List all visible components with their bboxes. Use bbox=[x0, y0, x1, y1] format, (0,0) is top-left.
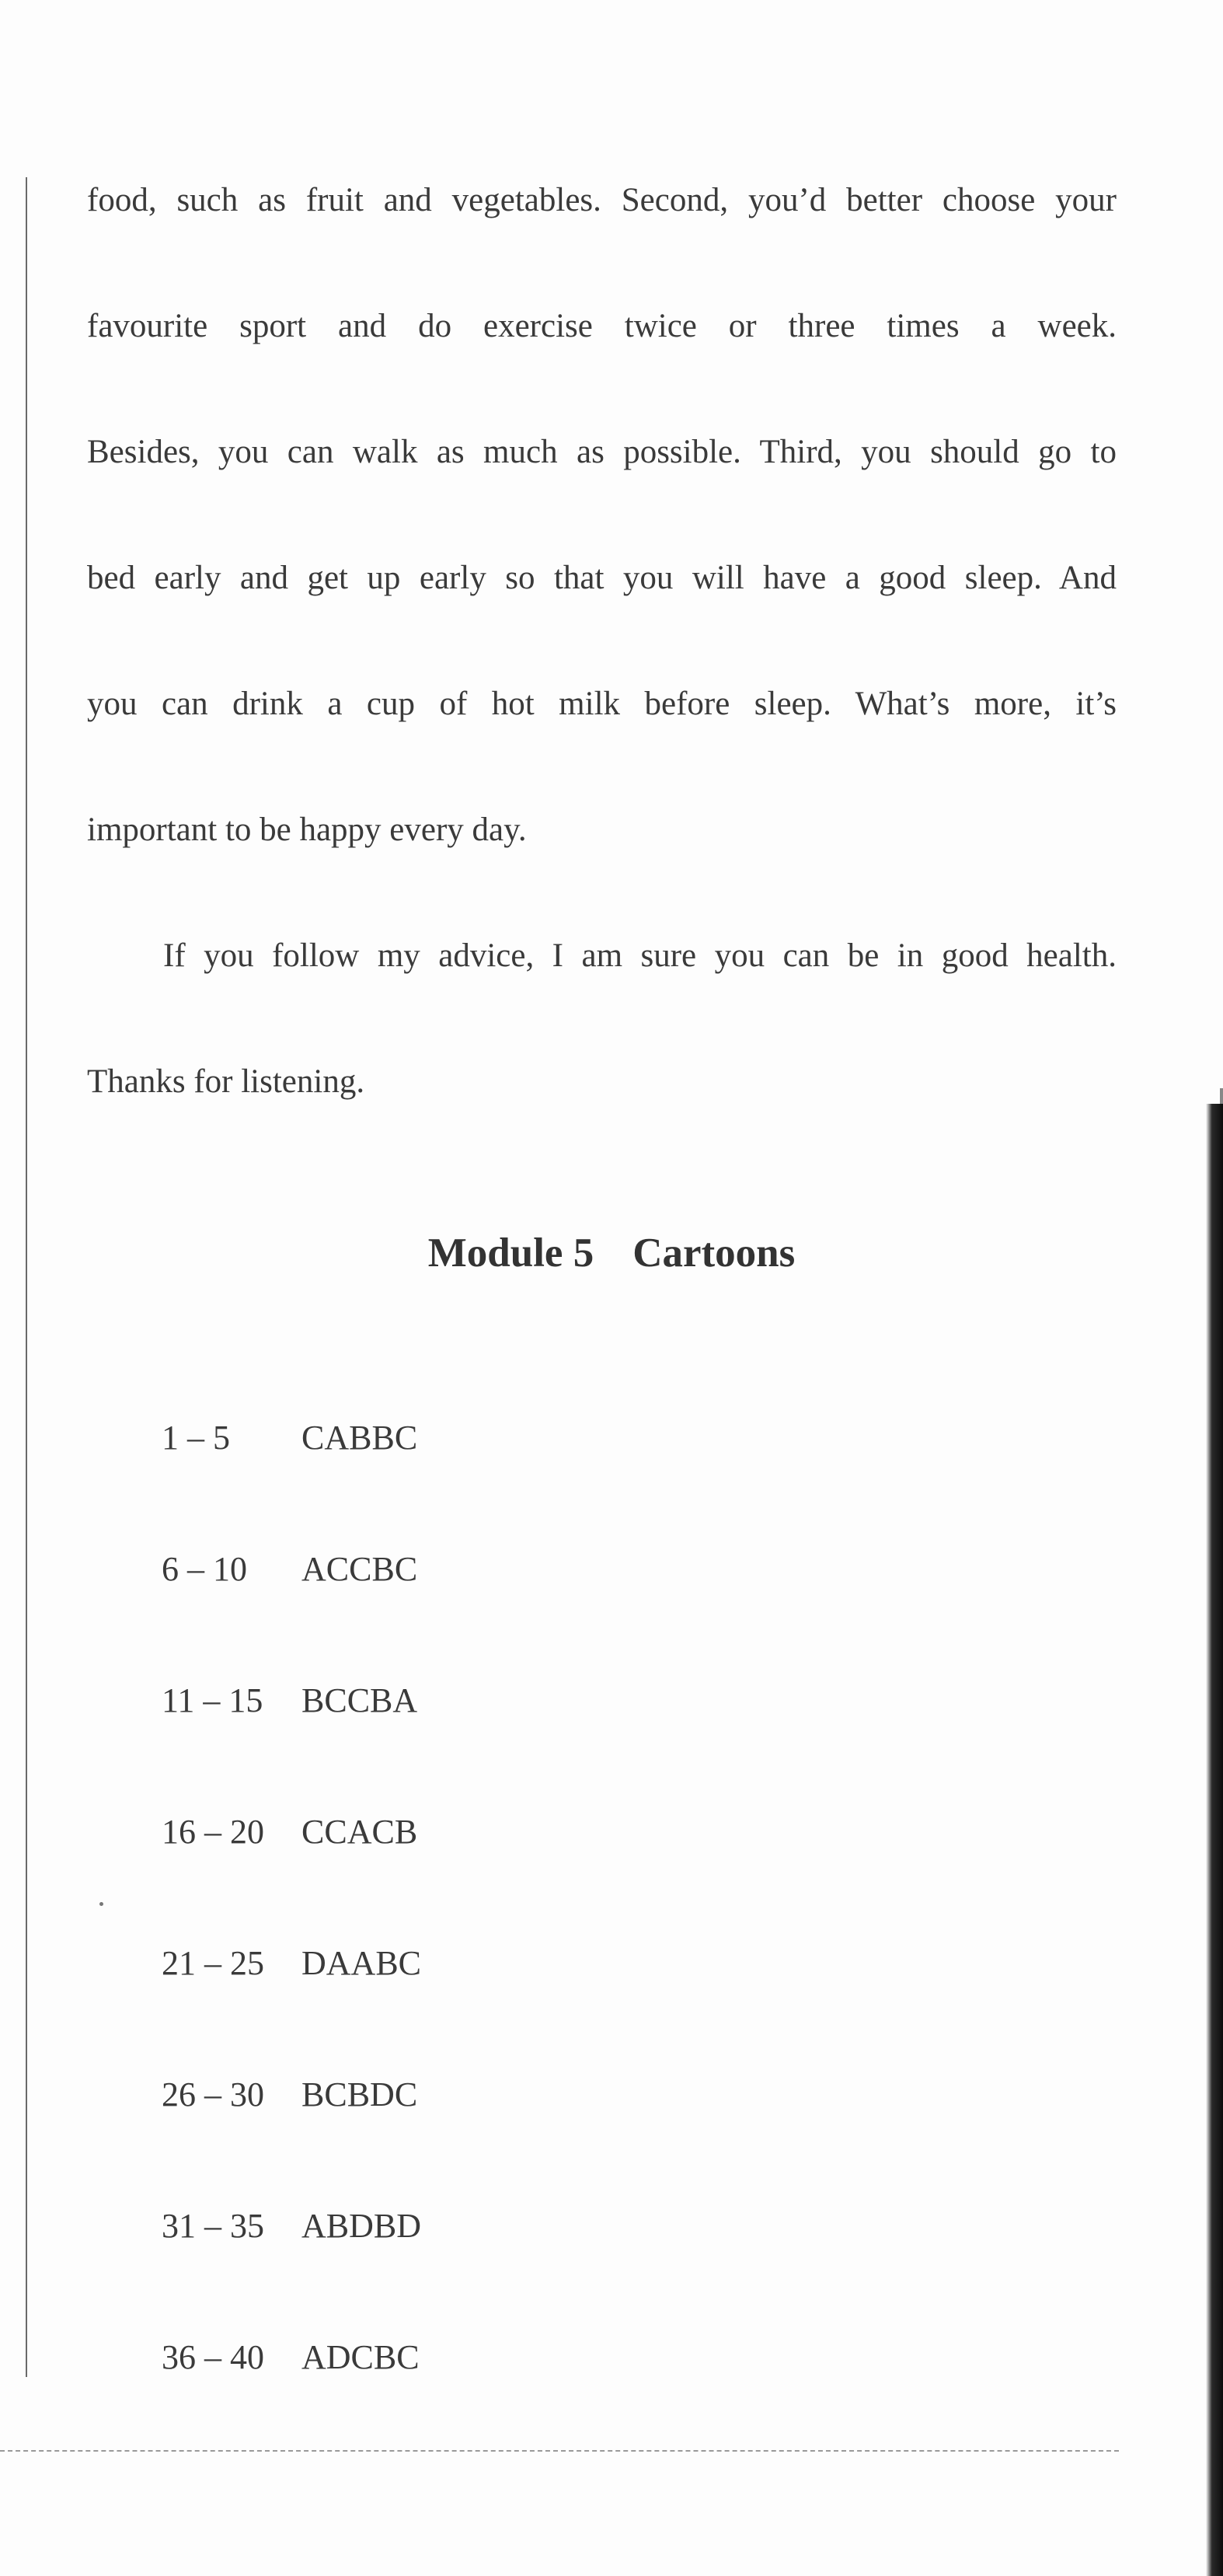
essay-line: favourite sport and do exercise twice or three times a week. bbox=[87, 308, 1117, 344]
essay-line: important to be happy every day. bbox=[87, 812, 527, 848]
answer-key: CABBC bbox=[301, 1419, 418, 1457]
answer-range: 36 – 40 bbox=[162, 2338, 264, 2376]
answer-range: 31 – 35 bbox=[162, 2207, 264, 2245]
essay-line: food, such as fruit and vegetables. Second, you’d better choose your bbox=[87, 182, 1117, 218]
essay-line: Thanks for listening. bbox=[87, 1063, 365, 1100]
scan-edge-shadow bbox=[1206, 1104, 1223, 2576]
module-title bbox=[0, 1230, 1223, 1276]
answer-range: 11 – 15 bbox=[162, 1681, 263, 1719]
module-name: Cartoons bbox=[632, 1230, 796, 1276]
answer-range: 21 – 25 bbox=[162, 1944, 264, 1982]
answer-key: ABDBD bbox=[301, 2207, 422, 2245]
answer-row bbox=[162, 2319, 421, 2450]
answer-range: 26 – 30 bbox=[162, 2075, 264, 2114]
answer-key: BCBDC bbox=[301, 2075, 418, 2114]
answer-range: 6 – 10 bbox=[162, 1550, 247, 1588]
answer-key: BCCBA bbox=[301, 1681, 418, 1719]
essay-line: If you follow my advice, I am sure you can be in good health. bbox=[163, 937, 1117, 974]
answer-key: CCACB bbox=[301, 1813, 418, 1851]
essay-line: bed early and get up early so that you will have a good sleep. And bbox=[87, 560, 1117, 596]
bottom-dashed-rule bbox=[0, 2450, 1119, 2452]
answer-row bbox=[162, 2187, 421, 2319]
answer-row bbox=[162, 1399, 421, 1531]
answer-row bbox=[162, 1925, 421, 2056]
answer-key: ACCBC bbox=[301, 1550, 418, 1588]
stray-dot bbox=[99, 1902, 103, 1906]
essay-line: you can drink a cup of hot milk before sleep. What’s more, it’s bbox=[87, 686, 1117, 722]
answer-key-list bbox=[162, 1399, 421, 2450]
answer-key: DAABC bbox=[301, 1944, 422, 1982]
answer-range: 1 – 5 bbox=[162, 1419, 230, 1457]
answer-row bbox=[162, 1662, 421, 1793]
left-margin-rule bbox=[26, 177, 27, 2377]
answer-row bbox=[162, 2056, 421, 2187]
answer-row bbox=[162, 1793, 421, 1925]
essay-line: Besides, you can walk as much as possible. Third, you should go to bbox=[87, 434, 1117, 470]
essay-paragraphs bbox=[87, 154, 1117, 1161]
answer-key: ADCBC bbox=[301, 2338, 420, 2376]
answer-row bbox=[162, 1531, 421, 1662]
module-number: Module 5 bbox=[427, 1230, 594, 1276]
answer-range: 16 – 20 bbox=[162, 1813, 264, 1851]
